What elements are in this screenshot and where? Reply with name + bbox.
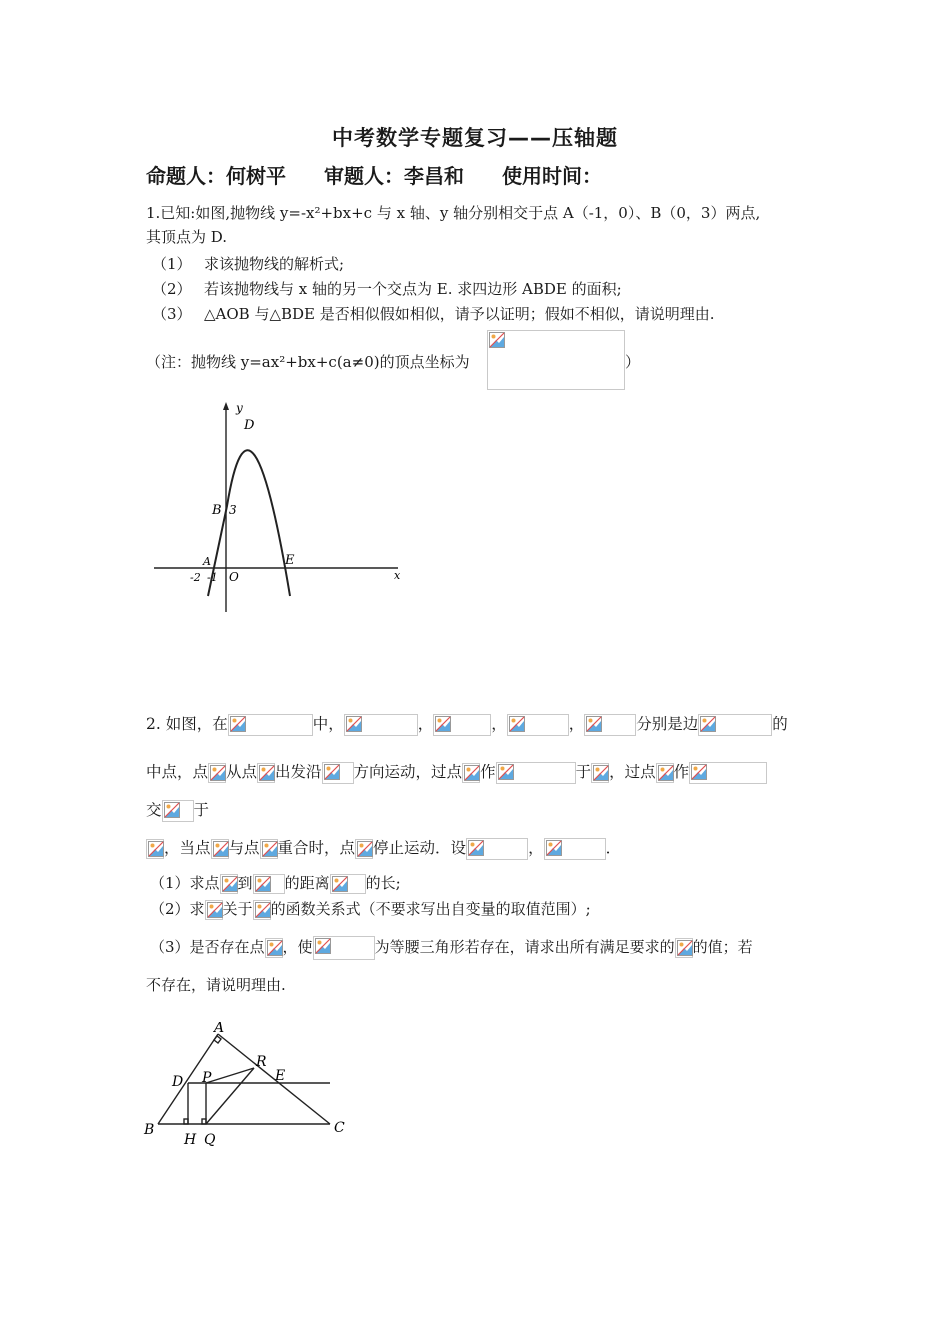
broken-image-icon <box>315 938 331 954</box>
broken-image-icon <box>164 802 180 818</box>
broken-image-icon <box>357 841 373 857</box>
broken-image <box>208 763 226 783</box>
broken-image-icon <box>210 765 226 781</box>
q1-note-close: ） <box>625 353 641 371</box>
q1-item-2: （2） 若该抛物线与 x 轴的另一个交点为 E. 求四边形 ABDE 的面积; <box>152 280 622 298</box>
y-axis-arrow <box>223 402 229 410</box>
right-angle-h <box>184 1119 188 1124</box>
broken-image <box>544 838 606 860</box>
y-axis-label: y <box>236 401 243 415</box>
label-Q: Q <box>204 1132 216 1148</box>
broken-image-icon <box>207 902 223 918</box>
label-B: B <box>212 503 222 518</box>
q2-line2: 中点，点 从点 出发沿 方向运动，过点 作 于 ，过点 作 <box>146 760 767 784</box>
broken-image-icon <box>213 841 229 857</box>
triangle-figure <box>140 1022 355 1152</box>
broken-image-icon <box>332 876 348 892</box>
label-D: D <box>172 1074 184 1090</box>
broken-image <box>507 714 569 736</box>
broken-image-icon <box>148 841 164 857</box>
broken-image-icon <box>586 716 602 732</box>
proposer: 命题人：何树平 <box>146 164 286 188</box>
q2-sub-3-cont: 不存在，请说明理由. <box>146 976 286 994</box>
q1-stem-line2: 其顶点为 D. <box>146 228 228 246</box>
label-O: O <box>229 570 239 584</box>
broken-image <box>260 839 278 859</box>
q1-item-3: （3） △AOB 与△BDE 是否相似假如相似，请予以证明；假如不相似，请说明理由. <box>152 305 715 323</box>
broken-image-icon <box>262 841 278 857</box>
label-E: E <box>275 1068 286 1084</box>
broken-image <box>253 874 285 894</box>
broken-image-icon <box>259 765 275 781</box>
broken-image-icon <box>700 716 716 732</box>
broken-image-icon <box>658 765 674 781</box>
page-title: 中考数学专题复习——压轴题 <box>332 126 618 150</box>
usage-time: 使用时间： <box>502 164 602 188</box>
right-angle-q <box>202 1119 206 1124</box>
broken-image-icon <box>346 716 362 732</box>
author-line <box>146 160 602 189</box>
broken-image <box>146 839 164 859</box>
broken-image <box>698 714 772 736</box>
label-C: C <box>334 1120 345 1136</box>
broken-image <box>344 714 418 736</box>
broken-image <box>330 874 366 894</box>
q2-line1: 2. 如图，在 中， ， ， ， 分别是边 的 <box>146 712 788 736</box>
broken-image <box>656 763 674 783</box>
broken-image <box>433 714 491 736</box>
label-B: B <box>144 1122 155 1138</box>
broken-image-icon <box>509 716 525 732</box>
broken-image-icon <box>489 332 505 348</box>
broken-image <box>265 938 283 958</box>
q2-sub-1: （1）求点 到 的距离 的长; <box>150 874 401 892</box>
label-A: A <box>214 1022 225 1036</box>
broken-image <box>689 762 767 784</box>
right-angle-a <box>214 1036 221 1043</box>
broken-image <box>257 763 275 783</box>
broken-image-icon <box>468 840 484 856</box>
label-3: 3 <box>229 503 237 517</box>
broken-image-icon <box>222 876 238 892</box>
broken-image <box>487 330 625 390</box>
label-R: R <box>256 1054 267 1070</box>
q1-item-1: （1） 求该抛物线的解析式; <box>152 255 345 273</box>
parabola-figure <box>150 398 412 618</box>
label-neg2: -2 <box>190 571 201 584</box>
broken-image-icon <box>464 765 480 781</box>
broken-image <box>496 762 576 784</box>
broken-image-icon <box>255 902 271 918</box>
broken-image-icon <box>593 765 609 781</box>
broken-image <box>675 938 693 958</box>
broken-image <box>205 900 223 920</box>
broken-image <box>228 714 313 736</box>
segment-qr <box>206 1068 254 1124</box>
parabola-curve <box>208 450 290 596</box>
reviewer: 审题人：李昌和 <box>324 164 464 188</box>
broken-image <box>355 839 373 859</box>
q1-note: （注：抛物线 y=ax²+bx+c(a≠0)的顶点坐标为 <box>146 353 470 371</box>
broken-image-icon <box>435 716 451 732</box>
label-neg1: -1 <box>207 571 218 584</box>
label-P: P <box>202 1070 212 1086</box>
label-D: D <box>244 418 255 433</box>
broken-image-icon <box>498 764 514 780</box>
broken-image <box>466 838 528 860</box>
q2-line4: ，当点 与点 重合时，点 停止运动．设 ， ． <box>146 836 621 860</box>
label-H: H <box>184 1132 197 1148</box>
broken-image-icon <box>324 764 340 780</box>
broken-image-icon <box>677 940 693 956</box>
side-ac <box>218 1034 330 1124</box>
broken-image <box>211 839 229 859</box>
q2-sub-2: （2）求 关于 的函数关系式（不要求写出自变量的取值范围）; <box>150 900 591 918</box>
broken-image <box>253 900 271 920</box>
broken-image <box>322 762 354 784</box>
broken-image <box>591 763 609 783</box>
broken-image <box>162 800 194 822</box>
label-E: E <box>285 553 295 568</box>
broken-image <box>584 714 636 736</box>
x-axis-label: x <box>394 569 401 582</box>
q1-stem-line1: 1.已知:如图,抛物线 y=-x²+bx+c 与 x 轴、y 轴分别相交于点 A（-1，0）、B（0，3）两点, <box>146 204 761 222</box>
broken-image <box>462 763 480 783</box>
broken-image-icon <box>267 940 283 956</box>
broken-image-icon <box>691 764 707 780</box>
q2-line3: 交 于 <box>146 798 209 822</box>
label-A: A <box>203 555 211 568</box>
broken-image-icon <box>230 716 246 732</box>
broken-image-icon <box>546 840 562 856</box>
q2-sub-3: （3）是否存在点 ，使 为等腰三角形若存在，请求出所有满足要求的 的值；若 <box>150 936 753 960</box>
broken-image <box>220 874 238 894</box>
broken-image <box>313 936 375 960</box>
broken-image-icon <box>255 876 271 892</box>
